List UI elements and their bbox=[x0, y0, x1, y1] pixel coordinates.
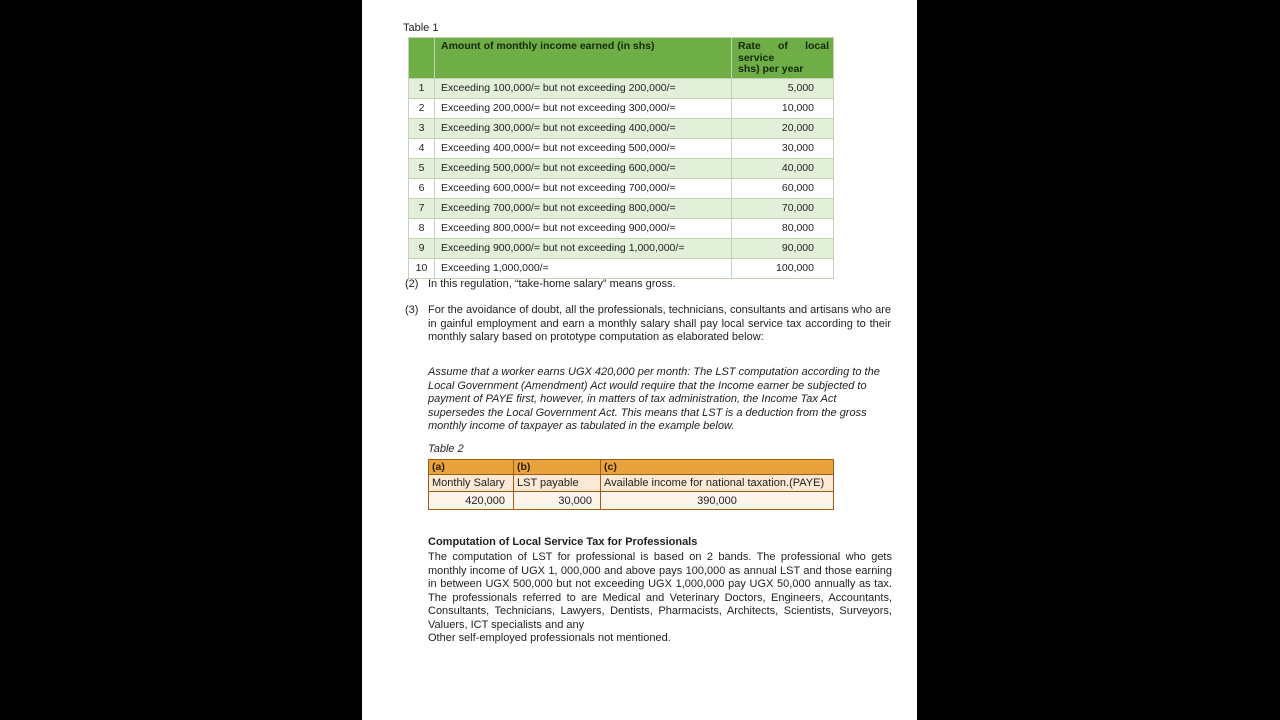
tax-rate: 10,000 bbox=[732, 98, 834, 118]
row-number: 5 bbox=[409, 158, 435, 178]
row-number: 3 bbox=[409, 118, 435, 138]
available-income-label: Available income for national taxation.(PAYE) bbox=[601, 475, 834, 492]
tax-rate: 100,000 bbox=[732, 258, 834, 278]
income-band: Exceeding 700,000/= but not exceeding 800,000/= bbox=[435, 198, 732, 218]
computation-body-last-line: Other self-employed professionals not mentioned. bbox=[428, 632, 671, 644]
tax-rate: 60,000 bbox=[732, 178, 834, 198]
table1-row bbox=[409, 118, 834, 138]
tax-rate: 30,000 bbox=[732, 138, 834, 158]
row-number: 7 bbox=[409, 198, 435, 218]
tax-rate: 5,000 bbox=[732, 78, 834, 98]
income-band: Exceeding 600,000/= but not exceeding 700,000/= bbox=[435, 178, 732, 198]
table2-value-row bbox=[429, 492, 834, 510]
row-number: 10 bbox=[409, 258, 435, 278]
table1-row bbox=[409, 258, 834, 278]
row-number: 1 bbox=[409, 78, 435, 98]
clause-number: (3) bbox=[405, 304, 419, 316]
clause-number: (2) bbox=[405, 278, 419, 290]
income-band: Exceeding 900,000/= but not exceeding 1,000,000/= bbox=[435, 238, 732, 258]
computation-paragraph bbox=[428, 551, 892, 646]
table1-row bbox=[409, 78, 834, 98]
table2-label-row bbox=[429, 475, 834, 492]
row-number: 6 bbox=[409, 178, 435, 198]
row-number: 4 bbox=[409, 138, 435, 158]
computation-heading: Computation of Local Service Tax for Professionals bbox=[428, 536, 698, 548]
row-number: 2 bbox=[409, 98, 435, 118]
tax-rate: 40,000 bbox=[732, 158, 834, 178]
clause-2 bbox=[405, 278, 885, 292]
income-band: Exceeding 100,000/= but not exceeding 200,000/= bbox=[435, 78, 732, 98]
tax-rate: 80,000 bbox=[732, 218, 834, 238]
table1-row bbox=[409, 178, 834, 198]
lst-payable-value: 30,000 bbox=[514, 492, 601, 510]
table1-income-bands bbox=[408, 37, 834, 279]
table1-row bbox=[409, 158, 834, 178]
income-band: Exceeding 400,000/= but not exceeding 500,000/= bbox=[435, 138, 732, 158]
clause-text: For the avoidance of doubt, all the professionals, technicians, consultants and artisans who are in gainful employment and earn a monthly salary shall pay local service tax according to their monthly salary based on prototype computation as elaborated below: bbox=[428, 304, 891, 343]
table1-row bbox=[409, 238, 834, 258]
clause-3 bbox=[405, 304, 891, 345]
document-page bbox=[362, 0, 917, 720]
tax-rate: 20,000 bbox=[732, 118, 834, 138]
table1-row bbox=[409, 138, 834, 158]
tax-rate: 70,000 bbox=[732, 198, 834, 218]
table1-header-rate bbox=[732, 38, 834, 79]
computation-body: The computation of LST for professional is based on 2 bands. The professional who gets monthly income of UGX 1, 000,000 and above pays 100,000 as annual LST and those earning in between UGX 500,000 but not exceeding UGX 1,000,000 pay UGX 50,000 annually as tax. The professionals referred to are Medical and Veterinary Doctors, Engineers, Accountants, Consultants, Technicians, Lawyers, Dentists, Pharmacists, Architects, Scientists, Surveyors, Valuers, ICT specialists and any bbox=[428, 551, 892, 631]
income-band: Exceeding 500,000/= but not exceeding 600,000/= bbox=[435, 158, 732, 178]
lst-payable-label: LST payable bbox=[514, 475, 601, 492]
table2-header-a: (a) bbox=[429, 460, 514, 475]
table1-row bbox=[409, 198, 834, 218]
table2-caption: Table 2 bbox=[428, 443, 464, 455]
monthly-salary-label: Monthly Salary bbox=[429, 475, 514, 492]
income-band: Exceeding 200,000/= but not exceeding 300,000/= bbox=[435, 98, 732, 118]
table1-header-row bbox=[409, 38, 834, 79]
table2-header-b: (b) bbox=[514, 460, 601, 475]
table1-row bbox=[409, 98, 834, 118]
income-band: Exceeding 1,000,000/= bbox=[435, 258, 732, 278]
table1-header-band: Amount of monthly income earned (in shs) bbox=[435, 38, 732, 79]
income-band: Exceeding 300,000/= but not exceeding 400,000/= bbox=[435, 118, 732, 138]
table1-header-rate-line2: shs) per year bbox=[738, 63, 804, 75]
example-paragraph: Assume that a worker earns UGX 420,000 per month: The LST computation according to the Local Government (Amendment) Act would require that the Income earner be subjected to payment of PAYE first, however, in matters of tax administration, the Income Tax Act supersedes the Local Government Act. This means that LST is a deduction from the gross monthly income of taxpayer as tabulated in the example below. bbox=[428, 366, 880, 433]
table2-header-c: (c) bbox=[601, 460, 834, 475]
monthly-salary-value: 420,000 bbox=[429, 492, 514, 510]
row-number: 8 bbox=[409, 218, 435, 238]
tax-rate: 90,000 bbox=[732, 238, 834, 258]
table2-lst-example bbox=[428, 459, 834, 510]
income-band: Exceeding 800,000/= but not exceeding 900,000/= bbox=[435, 218, 732, 238]
row-number: 9 bbox=[409, 238, 435, 258]
table1-header-rate-line1: Rate of local service bbox=[738, 40, 829, 64]
table2-header-row bbox=[429, 460, 834, 475]
clause-text: In this regulation, “take-home salary” means gross. bbox=[428, 278, 676, 290]
available-income-value: 390,000 bbox=[601, 492, 834, 510]
table1-row bbox=[409, 218, 834, 238]
table1-header-no bbox=[409, 38, 435, 79]
table1-caption: Table 1 bbox=[403, 22, 439, 34]
